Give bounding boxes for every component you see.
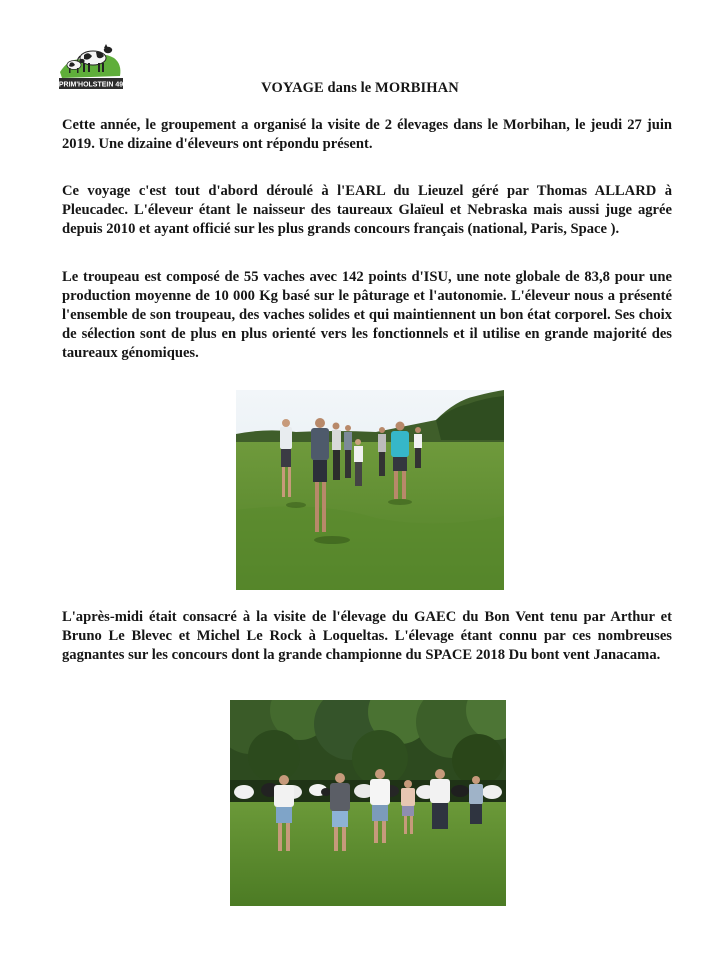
paragraph-intro: Cette année, le groupement a organisé la visite de 2 élevages dans le Morbihan, le jeudi 27 juin 2019. Une dizaine d'éleveurs ont répondu présent. [62, 117, 672, 152]
paragraph-earl-visit: Ce voyage c'est tout d'abord déroulé à l'EARL du Lieuzel géré par Thomas ALLARD à Pleucadec. L'éleveur étant le naisseur des taureaux Glaïeul et Nebraska mais aussi juge agrée depuis 2010 et ayant officié sur les plus grands concours français (national, Paris, Space ). [62, 183, 672, 237]
group-of-farmers-in-pasture-photo [236, 390, 504, 590]
paragraph-gaec-visit: L'après-midi était consacré à la visite de l'élevage du GAEC du Bon Vent tenu par Arthur et Bruno Le Blevec et Michel Le Rock à Loqueltas. L'élevage étant connu par ces nombreuses gagnantes sur les concours dont la grande championne du SPACE 2018 Du bont vent Janacama. [62, 609, 672, 663]
farmers-watching-herd-by-trees-photo [230, 700, 506, 906]
logo-text: PRIM'HOLSTEIN 49 [58, 81, 124, 89]
page-title: VOYAGE dans le MORBIHAN [261, 80, 459, 96]
paragraph-herd: Le troupeau est composé de 55 vaches avec 142 points d'ISU, une note globale de 83,8 pour une production moyenne de 10 000 Kg basé sur le pâturage et l'autonomie. L'éleveur nous a présenté l'ensemble de son troupeau, des vaches solides et qui maintiennent un bon état corporel. Ses choix de sélection sont de plus en plus orienté vers les fonctionnels et il utilise en grande majorité des taureaux génomiques. [62, 269, 672, 361]
